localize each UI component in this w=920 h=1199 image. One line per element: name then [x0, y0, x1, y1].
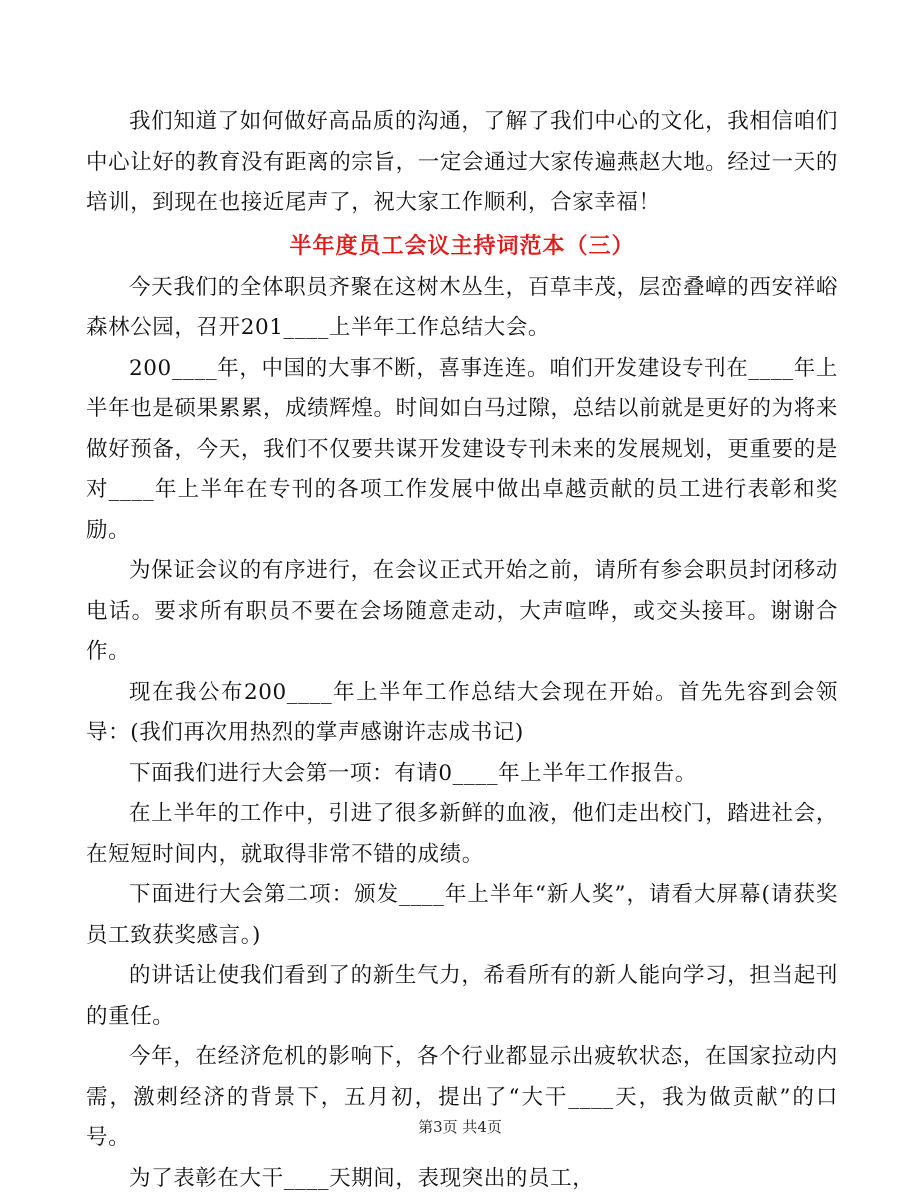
paragraph-3: 为保证会议的有序进行，在会议正式开始之前，请所有参会职员封闭移动电话。要求所有职员不要在会场随意走动，大声喧哗，或交头接耳。谢谢合作。: [86, 551, 838, 673]
paragraph-7: 下面进行大会第二项：颁发____年上半年“新人奖”，请看大屏幕(请获奖员工致获奖感言。): [86, 875, 838, 956]
section-heading: 半年度员工会议主持词范本（三）: [86, 224, 838, 268]
intro-paragraph: 我们知道了如何做好高品质的沟通，了解了我们中心的文化，我相信咱们中心让好的教育没有距离的宗旨，一定会通过大家传遍燕赵大地。经过一天的培训，到现在也接近尾声了，祝大家工作顺利，合家幸福！: [86, 102, 838, 224]
document-body: [86, 102, 838, 1199]
paragraph-5: 下面我们进行大会第一项：有请0____年上半年工作报告。: [86, 754, 838, 795]
paragraph-6: 在上半年的工作中，引进了很多新鲜的血液，他们走出校门，踏进社会，在短短时间内，就取得非常不错的成绩。: [86, 794, 838, 875]
paragraph-1: 今天我们的全体职员齐聚在这树木丛生，百草丰茂，层峦叠嶂的西安祥峪森林公园，召开201____上半年工作总结大会。: [86, 268, 838, 349]
paragraph-2: 200____年，中国的大事不断，喜事连连。咱们开发建设专刊在____年上半年也是硕果累累，成绩辉煌。时间如白马过隙，总结以前就是更好的为将来做好预备，今天，我们不仅要共谋开发建设专刊未来的发展规划，更重要的是对____年上半年在专刊的各项工作发展中做出卓越贡献的员工进行表彰和奖励。: [86, 349, 838, 552]
paragraph-8: 的讲话让使我们看到了的新生气力，希看所有的新人能向学习，担当起刊的重任。: [86, 956, 838, 1037]
page-number-footer: 第3页 共4页: [0, 1116, 920, 1137]
paragraph-4: 现在我公布200____年上半年工作总结大会现在开始。首先先容到会领导：(我们再次用热烈的掌声感谢许志成书记): [86, 673, 838, 754]
paragraph-10: 为了表彰在大干____天期间，表现突出的员工，: [86, 1159, 838, 1199]
paragraph-9: 今年，在经济危机的影响下，各个行业都显示出疲软状态，在国家拉动内需，激刺经济的背景下，五月初，提出了“大干____天，我为做贡献”的口号。: [86, 1037, 838, 1159]
